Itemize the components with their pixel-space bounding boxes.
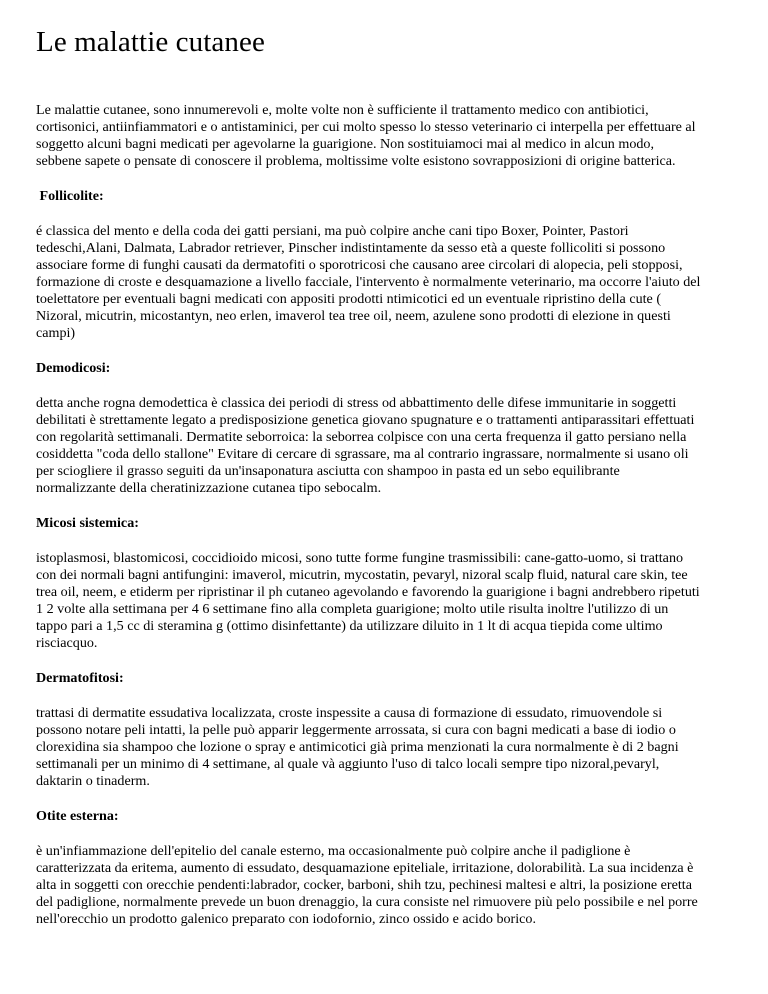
section-body-otite-esterna: è un'infiammazione dell'epitelio del canale esterno, ma occasionalmente può colpire anche il padiglione è caratterizzata da eritema, aumento di essudato, desquamazione epiteliale, irritazione, dolorabilità. La sua incidenza è alta in soggetti con orecchie pendenti:labrador, cocker, barboni, shih tzu, pechinesi maltesi e altri, la posizione eretta del padiglione, normalmente prevede un buon drenaggio, la cura consiste nel rimuovere più pelo possibile e nel porre nell'orecchio un prodotto galenico preparato con iodofornio, zinco ossido e acido borico. [36, 843, 698, 927]
section-body-micosi-sistemica: istoplasmosi, blastomicosi, coccidioido micosi, sono tutte forme fungine trasmissibili: cane-gatto-uomo, si trattano con dei normali bagni antifungini: imaverol, micutrin, mycostatin, pevaryl, nizoral scalp fluid, natural care skin, tee trea oil, neem, e etiderm per ripristinar il ph cutaneo agevolando e favorendo la guarigione i bagni andrebbero ripetuti 1 2 volte alla settimana per 4 6 settimane fino alla completa guarigione; molto utile risulta inoltre l'utilizzo di un tappo pari a 1,5 cc di steramina g (ottimo disinfettante) da utilizzare diluito in 1 lt di acqua tiepida come ultimo risciacquo. [36, 550, 700, 651]
section-heading-demodicosi: Demodicosi: [36, 360, 111, 376]
section-body-demodicosi: detta anche rogna demodettica è classica dei periodi di stress od abbattimento delle difese immunitarie in soggetti debilitati è strettamente legato a predisposizione genetica giovano spugnature e o trattamenti antiparassitari effettuati con regolarità settimanali. Dermatite seborroica: la seborrea colpisce con una certa frequenza il gatto persiano nella cosiddetta "coda dello stallone" Evitare di cercare di sgrassare, ma al contrario ingrassare, normalmente si usano oli per sciogliere il grasso seguiti da un'insaponatura asciutta con shampoo in pasta ed un sebo equilibrante normalizzante della cheratinizzazione cutanea tipo sebocalm. [36, 395, 695, 496]
page-title: Le malattie cutanee [36, 26, 265, 58]
intro-paragraph: Le malattie cutanee, sono innumerevoli e, molte volte non è sufficiente il trattamento medico con antibiotici, cortisonici, antiinfiammatori e o antistaminici, per cui molto spesso lo stesso veterinario ci interpella per effettuare al soggetto alcuni bagni medicati per agevolarne la guarigione. Non sostituiamoci mai al medico in alcun modo, sebbene sapete o pensate di conoscere il problema, moltissime volte esistono sovrapposizioni di origine batterica. [36, 102, 696, 169]
section-body-follicolite: é classica del mento e della coda dei gatti persiani, ma può colpire anche cani tipo Boxer, Pointer, Pastori tedeschi,Alani, Dalmata, Labrador retriever, Pinscher indistintamente da sesso età a queste follicoliti si possono associare forme di funghi causati da dermatofiti o sporotricosi che causano aree circolari di alopecia, peli stopposi, formazione di croste e desquamazione a livello facciale, l'intervento è normalmente veterinario, ma occorre l'aiuto del toelettatore per eventuali bagni medicati con appositi prodotti ntimicotici ed un eventuale ripristino della cute ( Nizoral, micutrin, micostantyn, neo erlen, imaverol tea tree oil, neem, azulene sono prodotti di elezione in questi campi) [36, 223, 701, 341]
section-heading-otite-esterna: Otite esterna: [36, 808, 119, 824]
section-heading-dermatofitosi: Dermatofitosi: [36, 670, 124, 686]
section-body-dermatofitosi: trattasi di dermatite essudativa localizzata, croste inspessite a causa di formazione di essudato, rimuovendole si possono notare peli intatti, la pelle può apparir leggermente arrossata, si cura con bagni medicati a base di iodio o clorexidina sia shampoo che lozione o spray e antimicotici già prima menzionati la cura normalmente è di 2 bagni settimanali per un minimo di 4 settimane, al quale và aggiunto l'uso di talco locali sempre tipo nizoral,pevaryl, daktarin o tinaderm. [36, 705, 679, 789]
section-heading-micosi-sistemica: Micosi sistemica: [36, 515, 139, 531]
section-heading-follicolite: Follicolite: [36, 188, 104, 204]
